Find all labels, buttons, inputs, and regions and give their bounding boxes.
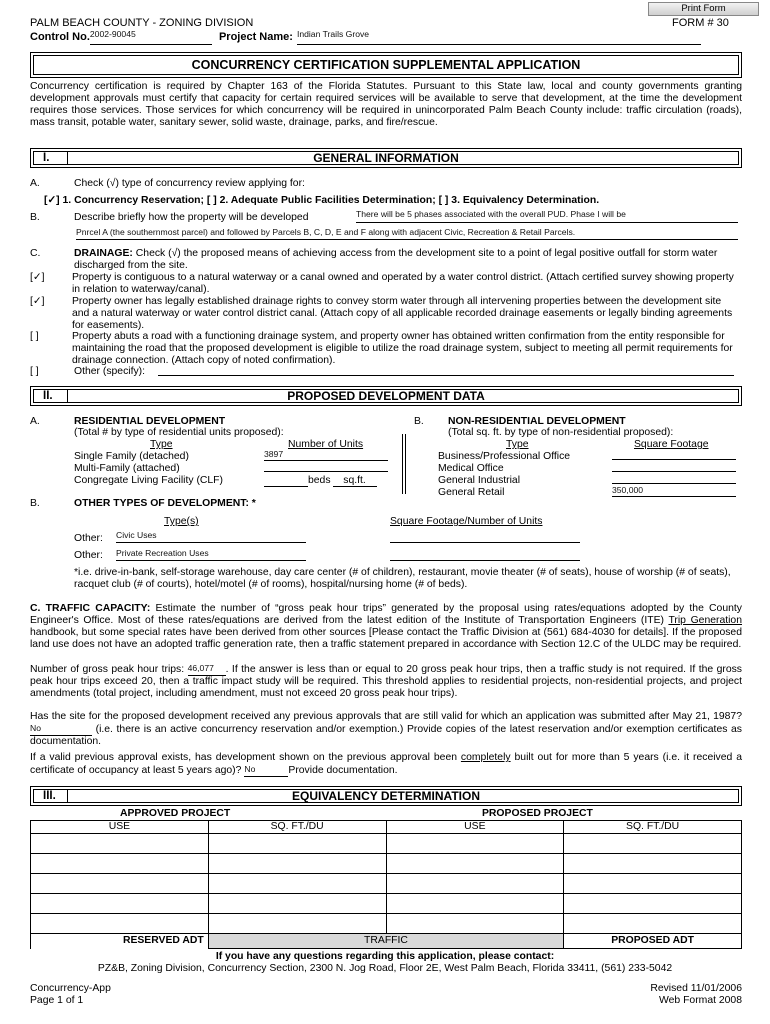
- office-sqft-field[interactable]: [612, 449, 736, 460]
- nonres-heading: NON-RESIDENTIAL DEVELOPMENT: [448, 416, 626, 427]
- other-1-type-value: Civic Uses: [116, 530, 157, 540]
- other-1-type-field[interactable]: [116, 530, 306, 543]
- traffic-text-1: Estimate the number of “gross peak hour trips” generated by the proposal using rates/equations adopted by the County Engineer's Office. Most of these rates/equations are derived from the latest edition of the Institute of Transportation Engineers (ITE): [30, 603, 742, 626]
- table-row: [31, 834, 742, 854]
- control-number-field[interactable]: [90, 31, 212, 45]
- traffic-label: TRAFFIC: [208, 934, 563, 949]
- other-1-sqft-field[interactable]: [390, 530, 580, 543]
- drainage-option-1: Property is contiguous to a natural waterway or a canal owned and operated by a water control district. (Attach certified survey showing property in relation to waterway/canal).: [72, 272, 734, 295]
- retail-sqft-value: 350,000: [612, 485, 644, 495]
- table-row: [31, 914, 742, 934]
- control-number-value: 2002-90045: [89, 29, 136, 39]
- medical-sqft-field[interactable]: [612, 461, 736, 472]
- residential-units-header: Number of Units: [288, 439, 364, 450]
- section-1-header: [30, 148, 742, 168]
- section-3-header: [30, 786, 742, 806]
- other-2-type-value: Private Recreation Uses: [116, 548, 209, 558]
- drainage-option-3: Property abuts a road with a functioning drainage system, and property owner has obtained written confirmation from the entity responsible for maintaining the road that the proposed development is eligible to utilize the road drainage system, subject to meeting all permit requirements for drainage connection. (Attach copy of noted confirmation).: [72, 331, 733, 366]
- table-row: [31, 854, 742, 874]
- prior-approval-text: (i.e. there is an active concurrency reservation and/or exemption.) Provide copies of the latest reservation and/or exemption certificates as documentation.: [30, 723, 742, 747]
- drainage-option-1-box[interactable]: [✓]: [30, 272, 45, 283]
- section-2-header: [30, 386, 742, 406]
- section-2-title: PROPOSED DEVELOPMENT DATA: [287, 389, 485, 403]
- drainage-other-field[interactable]: [158, 364, 734, 376]
- retail-sqft-field[interactable]: [612, 485, 736, 497]
- clf-sqft-label: sq.ft.: [343, 475, 366, 486]
- drainage-other-label: Other (specify):: [74, 366, 146, 377]
- header-line2: [30, 30, 742, 44]
- nonres-sqft-header: Square Footage: [634, 439, 709, 450]
- other-types-label: B.: [30, 498, 40, 509]
- other-2-label: Other:: [74, 550, 103, 561]
- footer-form-name: Concurrency-App: [30, 983, 111, 994]
- table-row: [31, 874, 742, 894]
- section-2-number: II.: [43, 390, 53, 402]
- prior-approval-value: No: [30, 722, 41, 733]
- nonres-label: B.: [414, 416, 424, 427]
- item-c-label: C.: [30, 248, 41, 259]
- completely-text: completely: [460, 752, 511, 763]
- other-1-label: Other:: [74, 533, 103, 544]
- trips-paragraph: [30, 663, 742, 700]
- trips-value: 46,077: [187, 663, 214, 673]
- development-description-field-2[interactable]: [76, 227, 738, 240]
- col-sqft-proposed: SQ. FT./DU: [564, 821, 742, 834]
- other-types-footnote: *i.e. drive-in-bank, self-storage warehouse, day care center (# of children), restaurant, movie theater (# of seats), house of worship (# of seats), racquet club (# of courts), hotel/motel (# of rooms), hospital/nursing home (# of beds).: [74, 567, 731, 590]
- contact-heading: If you have any questions regarding this application, please contact:: [215, 951, 555, 962]
- traffic-capacity-heading: C. TRAFFIC CAPACITY:: [30, 603, 151, 614]
- other-sqft-col: Square Footage/Number of Units: [390, 516, 543, 527]
- traffic-text-2: handbook, but some special rates have been derived from other sources [Please contact the Traffic Division at (561) 684-4030 for details]. If the proposed land use does not have an adopted traffic generation rate, then a traffic statement prepared in accordance with Section 12.C of the ULDC may be required.: [30, 626, 742, 650]
- equivalency-table: [30, 820, 742, 949]
- residential-label: A.: [30, 416, 40, 427]
- drainage-option-2: Property owner has legally established drainage rights to convey storm water through all intervening properties between the development site and a natural waterway or water control district canal. (Attach copy of all applicable recorded drainage easements or legally binding agreements for easements).: [72, 296, 733, 331]
- footer-revised: Revised 11/01/2006: [650, 983, 742, 994]
- intro-paragraph: Concurrency certification is required by Chapter 163 of the Florida Statutes. Pursuant to this State law, local and county governments granting development approvals must certify that capacity for certain required services will be available to serve that development, at the time the development requires those services. Those services for which concurrency will be required in unincorporated Palm Beach County include: traffic circulation (roads), mass transit, potable water, sanitary sewer, solid waste, drainage, parks, and fire/rescue.: [30, 81, 742, 128]
- contact-info: PZ&B, Zoning Division, Concurrency Section, 2300 N. Jog Road, Floor 2E, West Palm Beach, Florida 33411, (561) 233-5042: [97, 963, 673, 974]
- prior-approval-paragraph: [30, 711, 742, 748]
- drainage-description: Check (√) the proposed means of achieving access from the development site to a point of legal positive outfall for storm water discharged from the site.: [74, 248, 718, 271]
- other-types-heading: OTHER TYPES OF DEVELOPMENT: *: [74, 498, 256, 509]
- built-out-value: No: [244, 763, 256, 774]
- nonres-row-retail: General Retail: [438, 487, 505, 498]
- built-out-field[interactable]: [244, 764, 288, 777]
- item-a-label: A.: [30, 178, 40, 189]
- proposed-project-label: PROPOSED PROJECT: [482, 808, 593, 819]
- built-out-paragraph: [30, 752, 742, 777]
- res-row-multi-family: Multi-Family (attached): [74, 463, 180, 474]
- clf-fields: [264, 475, 388, 487]
- multi-family-units-field[interactable]: [264, 461, 388, 472]
- col-sqft-approved: SQ. FT./DU: [208, 821, 386, 834]
- concurrency-options[interactable]: [✓] 1. Concurrency Reservation; [ ] 2. Adequate Public Facilities Determination; [ ] 3. Equivalency Determination.: [44, 195, 600, 206]
- approved-project-label: APPROVED PROJECT: [120, 808, 231, 819]
- other-2-type-field[interactable]: [116, 548, 306, 561]
- residential-type-header: Type: [150, 439, 173, 450]
- project-name-label: Project Name:: [218, 31, 293, 43]
- single-family-units-field[interactable]: [264, 449, 388, 461]
- clf-sqft-field[interactable]: [333, 475, 377, 487]
- res-row-single-family: Single Family (detached): [74, 451, 189, 462]
- development-description-value: There will be 5 phases associated with the overall PUD. Phase I will be: [356, 209, 626, 219]
- traffic-capacity-paragraph: [30, 603, 742, 651]
- single-family-units-value: 3897: [264, 449, 284, 459]
- agency-name: PALM BEACH COUNTY - ZONING DIVISION: [30, 17, 254, 29]
- form-number: FORM # 30: [672, 17, 729, 29]
- drainage-heading: DRAINAGE:: [74, 248, 133, 259]
- drainage-text: [74, 248, 742, 272]
- item-a-text: Check (√) type of concurrency review applying for:: [74, 178, 305, 189]
- drainage-option-3-box[interactable]: [ ]: [30, 331, 39, 342]
- drainage-option-2-box[interactable]: [✓]: [30, 296, 45, 307]
- item-b-text: Describe briefly how the property will be developed: [74, 212, 309, 223]
- page-title: CONCURRENCY CERTIFICATION SUPPLEMENTAL APPLICATION: [191, 58, 581, 72]
- built-out-text: Provide documentation.: [288, 764, 398, 776]
- col-use-proposed: USE: [386, 821, 564, 834]
- industrial-sqft-field[interactable]: [612, 473, 736, 484]
- proposed-adt-label: PROPOSED ADT: [564, 934, 742, 949]
- nonres-row-medical: Medical Office: [438, 463, 504, 474]
- section-1-number: I.: [43, 152, 50, 164]
- title-box: [30, 52, 742, 78]
- trip-generation-text: Trip Generation: [668, 614, 742, 626]
- development-description-value-2: Pnrcel A (the southernmost parcel) and followed by Parcels B, C, D, E and F along with adjacent Civic, Recreation & Retail Parcels.: [76, 227, 576, 237]
- col-use-approved: USE: [31, 821, 209, 834]
- reserved-adt-label: RESERVED ADT: [31, 934, 209, 949]
- item-b-label: B.: [30, 212, 40, 223]
- built-out-question-2: built out for more than 5 years (i.e. it received a certificate of occupancy at least 5 years ago)?: [30, 752, 742, 776]
- nonres-row-industrial: General Industrial: [438, 475, 521, 486]
- prior-approval-field[interactable]: [30, 723, 92, 736]
- footer-web-format: Web Format 2008: [659, 995, 742, 1006]
- drainage-option-4-box[interactable]: [ ]: [30, 366, 39, 377]
- trips-text: . If the answer is less than or equal to 20 gross peak hour trips, then a traffic study is not required. If the gross peak hour trips exceed 20, then a traffic impact study will be required. This threshold applies to residential projects, non-residential projects, and project amendments (total project, including amendment, must not exceed 20 gross peak hour trips).: [30, 664, 742, 699]
- nonres-subheading: (Total sq. ft. by type of non-residential proposed):: [448, 427, 674, 438]
- section-1-title: GENERAL INFORMATION: [313, 151, 459, 165]
- column-divider: [402, 434, 406, 494]
- prior-approval-question: Has the site for the proposed development received any previous approvals that are still valid for which an application was submitted after May 21, 1987?: [30, 711, 742, 722]
- section-3-title: EQUIVALENCY DETERMINATION: [291, 789, 480, 803]
- development-description-field[interactable]: [356, 209, 738, 223]
- trips-label: Number of gross peak hour trips:: [30, 664, 185, 675]
- res-row-clf: Congregate Living Facility (CLF): [74, 475, 223, 486]
- other-2-sqft-field[interactable]: [390, 548, 580, 561]
- built-out-question-1: If a valid previous approval exists, has development shown on the previous approval been: [30, 752, 461, 763]
- footer-page: Page 1 of 1: [30, 995, 84, 1006]
- nonres-type-header: Type: [506, 439, 529, 450]
- clf-beds-label: beds: [308, 475, 331, 487]
- project-name-value: Indian Trails Grove: [296, 29, 370, 39]
- residential-heading: RESIDENTIAL DEVELOPMENT: [74, 416, 226, 427]
- trips-field[interactable]: [188, 663, 226, 676]
- table-row: [31, 894, 742, 914]
- project-name-field[interactable]: [297, 31, 701, 45]
- residential-subheading: (Total # by type of residential units proposed):: [74, 427, 284, 438]
- control-label: Control No.: [30, 31, 90, 43]
- other-types-col: Type(s): [164, 516, 199, 527]
- nonres-row-office: Business/Professional Office: [438, 451, 571, 462]
- clf-beds-field[interactable]: [264, 477, 308, 487]
- section-3-number: III.: [43, 790, 56, 802]
- print-form-button[interactable]: Print Form: [648, 2, 759, 16]
